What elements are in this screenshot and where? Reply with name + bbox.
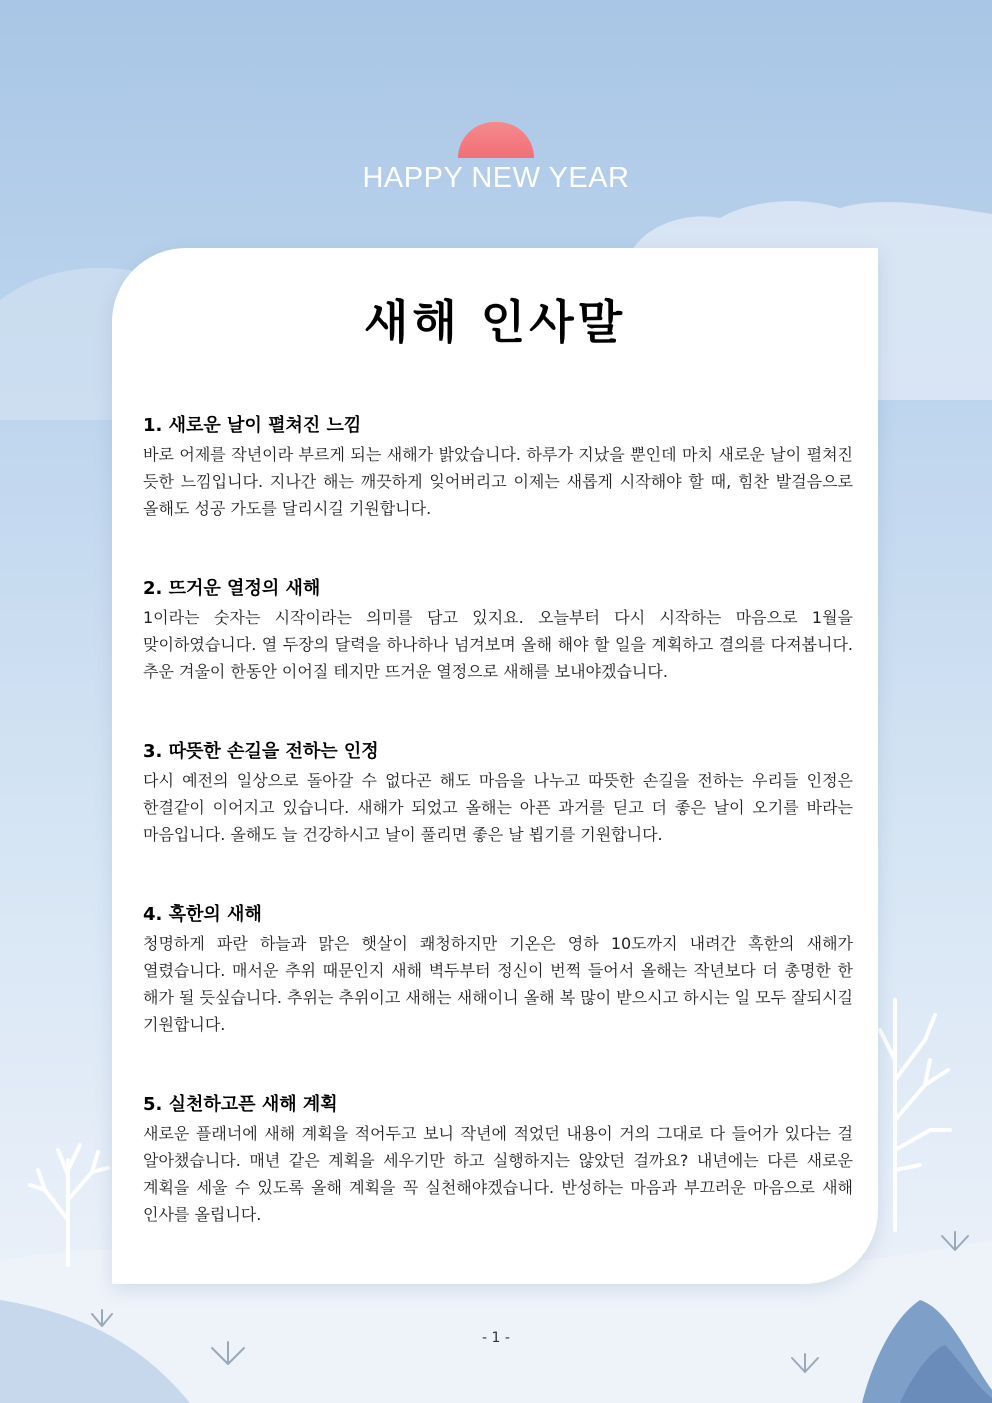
section-body: 새로운 플래너에 새해 계획을 적어두고 보니 작년에 적었던 내용이 거의 그대로 다 들어가 있다는 걸 알아챘습니다. 매년 같은 계획을 세우기만 하고 실행하지는 않았던 걸까요? 내년에는 다른 새로운 계획을 세울 수 있도록 올해 계획을 꼭 실천해야겠습니다. 반성하는 마음과 부끄러운 마음으로 새해 인사를 올립니다. xyxy=(143,1124,853,1224)
section-heading: 1. 새로운 날이 펼쳐진 느낌 xyxy=(143,415,362,436)
section-1 xyxy=(143,412,853,522)
section-body: 청명하게 파란 하늘과 맑은 햇살이 쾌청하지만 기온은 영하 10도까지 내려간 혹한의 새해가 열렸습니다. 매서운 추위 때문인지 새해 벽두부터 정신이 번쩍 들어서 올해는 작년보다 더 총명한 한 해가 될 듯싶습니다. 추위는 추위이고 새해는 새해이니 올해 복 많이 받으시고 하시는 일 모두 잘되시길 기원합니다. xyxy=(143,934,853,1034)
section-4 xyxy=(143,901,853,1038)
bare-tree-right-icon xyxy=(880,1000,950,1230)
document-title: 새해 인사말 xyxy=(363,295,627,349)
page-number: - 1 - xyxy=(482,1330,510,1346)
bare-tree-left-icon xyxy=(30,1145,108,1265)
section-5 xyxy=(143,1091,853,1228)
section-heading: 2. 뜨거운 열정의 새해 xyxy=(143,578,321,599)
section-3 xyxy=(143,738,853,848)
happy-new-year-banner: HAPPY NEW YEAR xyxy=(362,162,630,194)
section-body: 바로 어제를 작년이라 부르게 되는 새해가 밝았습니다. 하루가 지났을 뿐인데 마치 새로운 날이 펼쳐진 듯한 느낌입니다. 지나간 해는 깨끗하게 잊어버리고 이제는 새롭게 시작해야 할 때, 힘찬 발걸음으로 올해도 성공 가도를 달리시길 기원합니다. xyxy=(143,445,853,518)
section-body: 1이라는 숫자는 시작이라는 의미를 담고 있지요. 오늘부터 다시 시작하는 마음으로 1월을 맞이하였습니다. 열 두장의 달력을 하나하나 넘겨보며 올해 해야 할 일을 계획하고 결의를 다져봅니다. 추운 겨울이 한동안 이어질 테지만 뜨거운 열정으로 새해를 보내야겠습니다. xyxy=(143,608,853,681)
greeting-card xyxy=(112,248,878,1284)
section-heading: 4. 혹한의 새해 xyxy=(143,904,262,925)
section-2 xyxy=(143,575,853,685)
section-body: 다시 예전의 일상으로 돌아갈 수 없다곤 해도 마음을 나누고 따뜻한 손길을 전하는 우리들 인정은 한결같이 이어지고 있습니다. 새해가 되었고 올해는 아픈 과거를 딛고 더 좋은 날이 오기를 바라는 마음입니다. 올해도 늘 건강하시고 날이 풀리면 좋은 날 뵙기를 기원합니다. xyxy=(143,771,853,844)
section-heading: 5. 실천하고픈 새해 계획 xyxy=(143,1094,338,1115)
section-heading: 3. 따뜻한 손길을 전하는 인정 xyxy=(143,741,379,762)
